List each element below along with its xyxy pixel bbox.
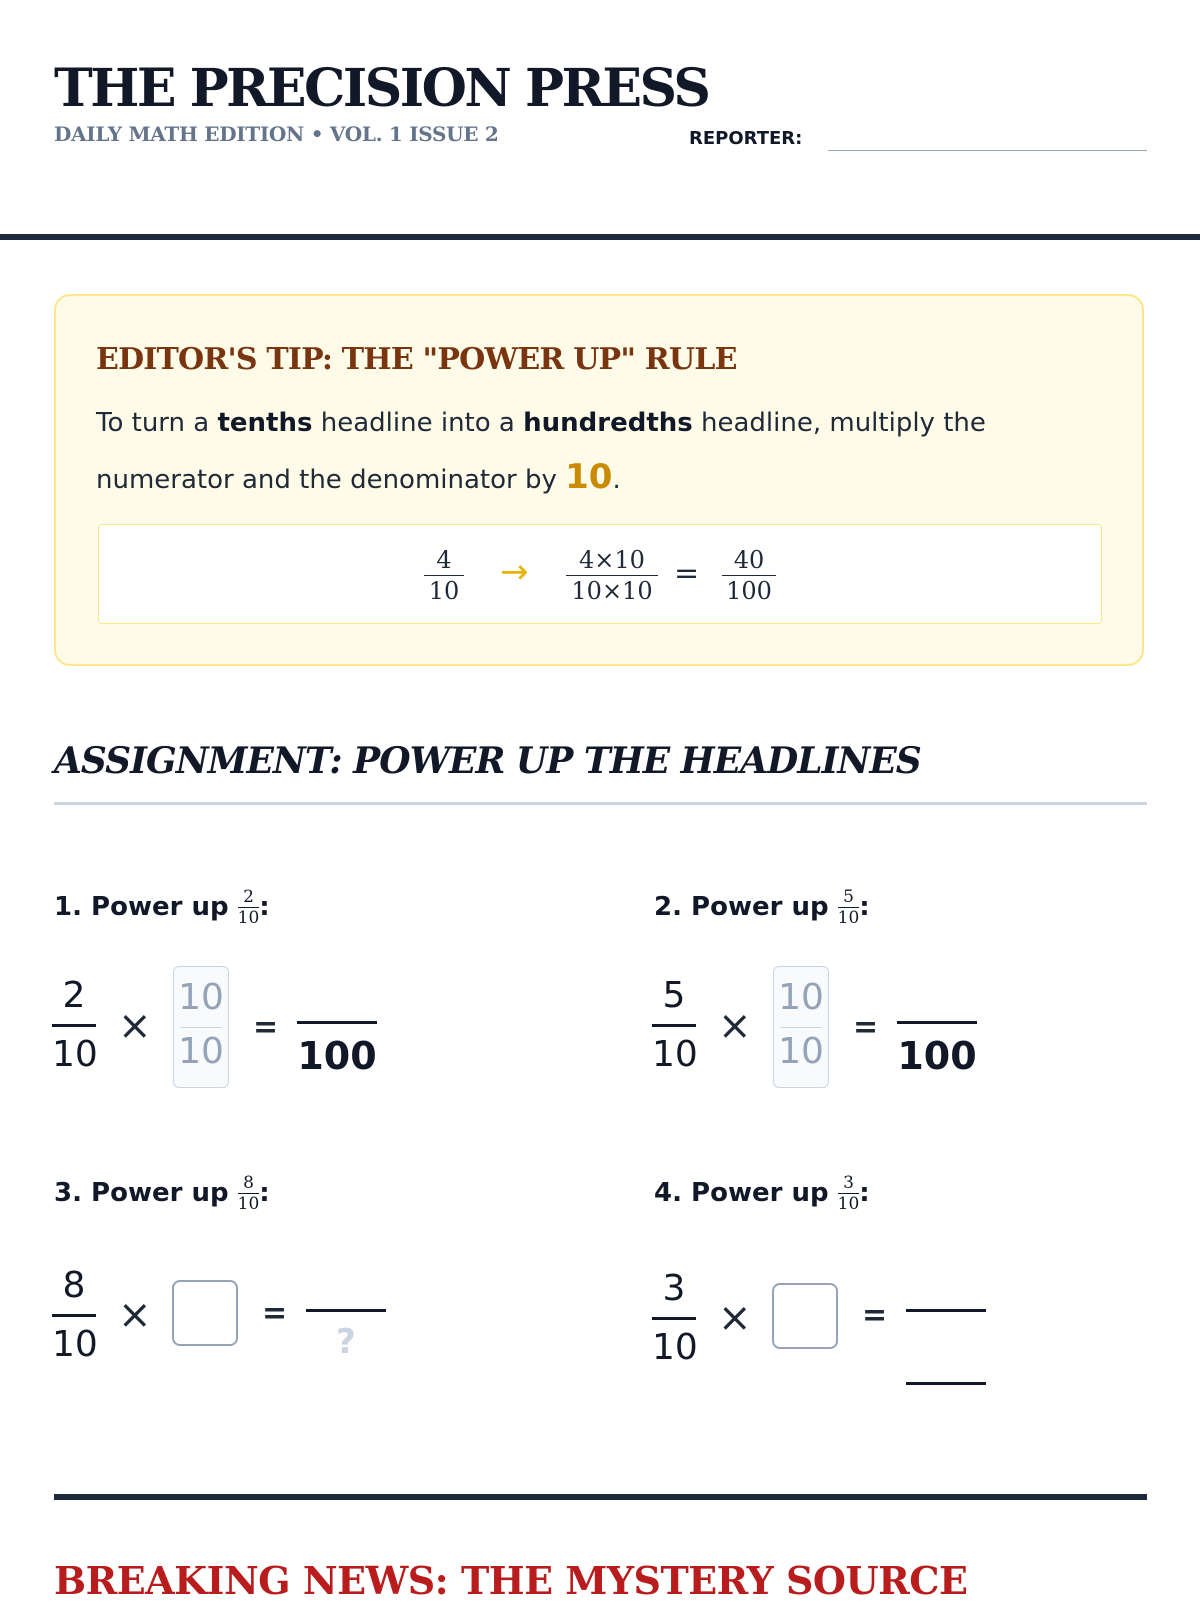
breaking-news-title: BREAKING NEWS: THE MYSTERY SOURCE (54, 1558, 968, 1603)
problem-3-equals: = (262, 1296, 288, 1331)
problem-1-fraction: 2 10 (52, 975, 98, 1075)
arrow-right-icon: → (500, 552, 529, 592)
problem-4-equals: = (862, 1298, 888, 1333)
problem-1-label: 1. Power up $\frac{2}{10}$ : (54, 887, 270, 928)
problem-2-answer-numerator-field[interactable] (897, 1021, 977, 1024)
tip-text: To turn a tenths headline into a hundredths headline, multiply the numerator and the denominator by 10. (96, 408, 986, 497)
problem-3-answer-hint: ? (336, 1322, 356, 1362)
problem-3-multiplier-input[interactable] (172, 1280, 238, 1346)
header-divider (0, 234, 1200, 240)
problem-4-times: × (718, 1295, 752, 1341)
problem-4-answer-numerator-field[interactable] (906, 1309, 986, 1312)
tenths-keyword: tenths (217, 408, 313, 438)
assignment-title: ASSIGNMENT: POWER UP THE HEADLINES (54, 740, 921, 782)
tip-title: EDITOR'S TIP: THE "POWER UP" RULE (96, 342, 737, 377)
problem-1-helper-fraction: 10 10 (173, 966, 229, 1088)
problem-2-fraction: 5 10 (652, 975, 698, 1075)
problem-1-answer-numerator-field[interactable] (297, 1021, 377, 1024)
problem-1-times: × (118, 1003, 152, 1049)
problem-4-label: 4. Power up $\frac{3}{10}$ : (654, 1173, 870, 1214)
problem-2-helper-fraction: 10 10 (773, 966, 829, 1088)
problem-3-mini-fraction: $\frac{8}{10}$ (237, 1173, 260, 1214)
problem-3-label: 3. Power up $\frac{8}{10}$ : (54, 1173, 270, 1214)
problem-2-answer-denominator: 100 (897, 1034, 977, 1078)
problem-2-equals: = (853, 1010, 879, 1045)
reporter-label: REPORTER: (689, 128, 803, 149)
problem-2-label: 2. Power up $\frac{5}{10}$ : (654, 887, 870, 928)
problem-1-answer-denominator: 100 (297, 1034, 377, 1078)
example-fraction-from: 4 10 (424, 546, 464, 605)
problem-4-fraction: 3 10 (652, 1268, 698, 1368)
example-equals: = (674, 556, 700, 591)
newspaper-title: THE PRECISION PRESS (54, 58, 709, 119)
section-divider (54, 1494, 1147, 1500)
problem-4-mini-fraction: $\frac{3}{10}$ (837, 1173, 860, 1214)
problem-4-multiplier-input[interactable] (772, 1283, 838, 1349)
assignment-divider (54, 802, 1147, 805)
problem-3-fraction: 8 10 (52, 1265, 98, 1365)
reporter-name-field[interactable] (828, 150, 1147, 151)
example-fraction-result: 40 100 (722, 546, 776, 605)
example-fraction-multiply: 4×10 10×10 (566, 546, 658, 605)
problem-4-answer-denominator-field[interactable] (906, 1382, 986, 1385)
problem-1-equals: = (253, 1010, 279, 1045)
problem-1-mini-fraction: $\frac{2}{10}$ (237, 887, 260, 928)
problem-3-answer-numerator-field[interactable] (306, 1309, 386, 1312)
hundredths-keyword: hundredths (523, 408, 693, 438)
problem-2-times: × (718, 1003, 752, 1049)
problem-2-mini-fraction: $\frac{5}{10}$ (837, 887, 860, 928)
factor-highlight: 10 (565, 457, 613, 497)
problem-3-times: × (118, 1292, 152, 1338)
edition-subtitle: DAILY MATH EDITION • VOL. 1 ISSUE 2 (54, 122, 499, 146)
